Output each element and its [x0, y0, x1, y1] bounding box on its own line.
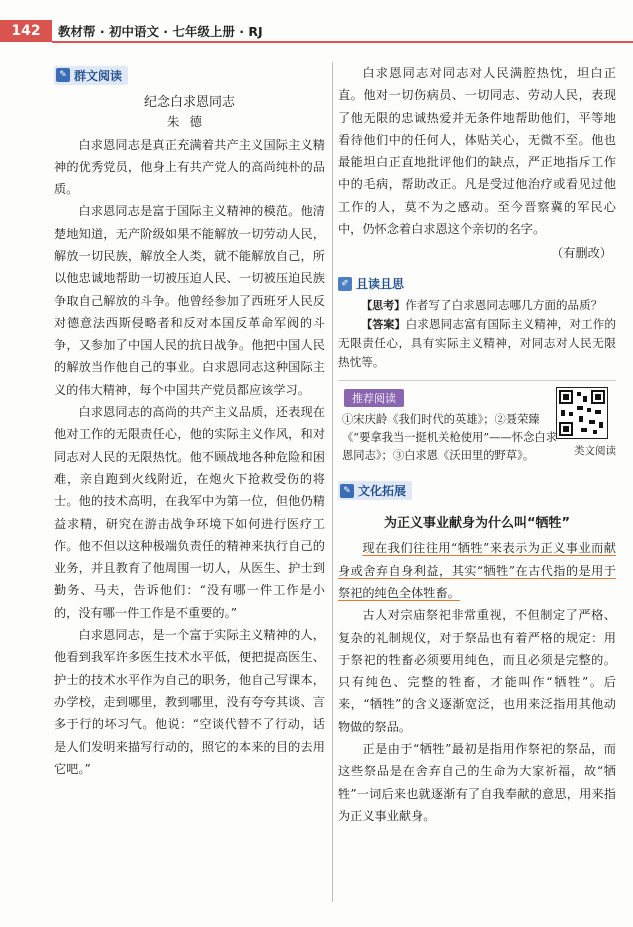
paragraph-highlighted: 现在我们往往用“牺牲”来表示为正义事业而献身或舍弃自身利益，其实“牺牲”在古代指的是用于祭祀的纯色全体牲畜。 — [338, 541, 616, 600]
article-title: 纪念白求恩同志 — [143, 94, 235, 110]
book-icon: ✎ — [56, 68, 70, 82]
section-tag-reading — [54, 66, 128, 85]
column-divider — [332, 62, 333, 902]
paragraph: 白求恩同志是真正充满着共产主义国际主义精神的优秀党员，他身上有共产党人的高尚纯朴的品质。 — [54, 137, 325, 197]
recommended-reading — [338, 380, 616, 475]
qr-label: 类文阅读 — [574, 445, 616, 458]
section-tag-label: 群文阅读 — [74, 68, 123, 83]
section-tag-think — [338, 275, 404, 292]
rec-tag: 推荐阅读 — [344, 389, 404, 407]
paragraph: 古人对宗庙祭祀非常重视，不但制定了严格、复杂的礼制规仪，对于祭品也有着严格的规定：用于祭祀的牲畜必须要用纯色，而且必须是完整的。只有纯色、完整的牲畜，才能叫作“牺牲”。后来，“牺牲”的含义逐渐宽泛，也用来泛指用其他动物做的祭品。 — [338, 608, 616, 734]
qr-code-icon[interactable] — [556, 387, 608, 439]
answer-block — [338, 315, 616, 372]
section-tag-label: 且读且思 — [356, 277, 405, 292]
paragraph: 白求恩同志的高尚的共产主义品质，还表现在他对工作的无限责任心，他的实际主义作风，和对同志对人民的无限热忱。他不顾战地各种危险和困难，亲自跑到火线附近，在炮火下抢救受伤的将士。他的技术高明，在我军中为第一位，但他仍精益求精，研究在游击战争环境下如何进行医疗工作。他不但以这种极端负责任的精神来执行自己的业务，并且教育了他周围一切人，从医生、护士到勤务、马夫，告诉他们：“没有哪一件工作是小的，没有哪一件工作是不重要的。” — [54, 405, 325, 620]
pencil-icon: ✐ — [338, 277, 352, 291]
paragraph: 正是由于“牺牲”最初是指用作祭祀的祭品，而这些祭品是在舍弃自己的生命为大家祈福，故“牺牲”一词后来也就逐渐有了自我奉献的意思，用来指为正义事业献身。 — [338, 742, 616, 823]
question-label: 【思考】 — [361, 299, 406, 313]
page-number: 142 — [0, 20, 52, 42]
paragraph: 白求恩同志是富于国际主义精神的模范。他清楚地知道，无产阶级如果不能解放一切劳动人民，解放一切民族，解放全人类，就不能解放自己，所以他忠诚地帮助一切被压迫人民、一切被压迫民族争取自己解放的斗争。他曾经参加了西班牙人民反对德意法西斯侵略者和反对本国反革命军阀的斗争，又参加了中国人民的抗日战争。他把中国人民的解放当作他自己的事业。白求恩同志这种国际主义的伟大精神，每个中国共产党员都应该学习。 — [54, 204, 325, 397]
paragraph: 白求恩同志，是一个富于实际主义精神的人，他看到我军许多医生技术水平低，便把提高医生、护士的技术水平作为自己的职务，他自己写课本，办学校，走到哪里，教到哪里，没有夸夸其谈、言多于行的坏习气。他说：“空谈代替不了行动，话是人们发明来描写行动的，照它的本来的目的去用它吧。” — [54, 628, 325, 776]
section-tag-label: 文化拓展 — [358, 484, 407, 499]
book-title: 教材帮 · 初中语文 · 七年级上册 · RJ — [58, 24, 263, 39]
book-icon: ✎ — [340, 484, 354, 498]
header-rule — [52, 41, 633, 43]
article-author: 朱德 — [166, 113, 212, 129]
right-column — [338, 62, 616, 827]
culture-title: 为正义事业献身为什么叫“牺牲” — [383, 516, 571, 532]
question-block — [338, 296, 616, 315]
section-tag-culture — [338, 481, 412, 500]
page-header — [0, 0, 633, 52]
edit-note: （有删改） — [551, 246, 612, 261]
paragraph: 白求恩同志对同志对人民满腔热忱，坦白正直。他对一切伤病员、一切同志、劳动人民，表现了他无限的忠诚热爱并无条件地帮助他们，平等地看待他们中的任何人，体贴关心，无微不至。他也最能坦白正直地批评他们的缺点，严正地指斥工作中的毛病，帮助改正。凡是受过他治疗或看见过他工作的人，莫不为之感动。至今晋察冀的军民心中，仍怀念着白求恩这个亲切的名字。 — [338, 66, 616, 237]
left-column — [54, 62, 325, 780]
question-text: 作者写了白求恩同志哪几方面的品质？ — [405, 298, 603, 313]
answer-label: 【答案】 — [361, 318, 406, 332]
answer-text: 白求恩同志富有国际主义精神，对工作的无限责任心，具有实际主义精神，对同志对人民无限热忱等。 — [338, 317, 616, 370]
rec-text: ①宋庆龄《我们时代的英雄》；②聂荣臻《“要拿我当一挺机关枪使用”——怀念白求恩同志》；③白求恩《沃田里的野草》。 — [342, 413, 557, 463]
